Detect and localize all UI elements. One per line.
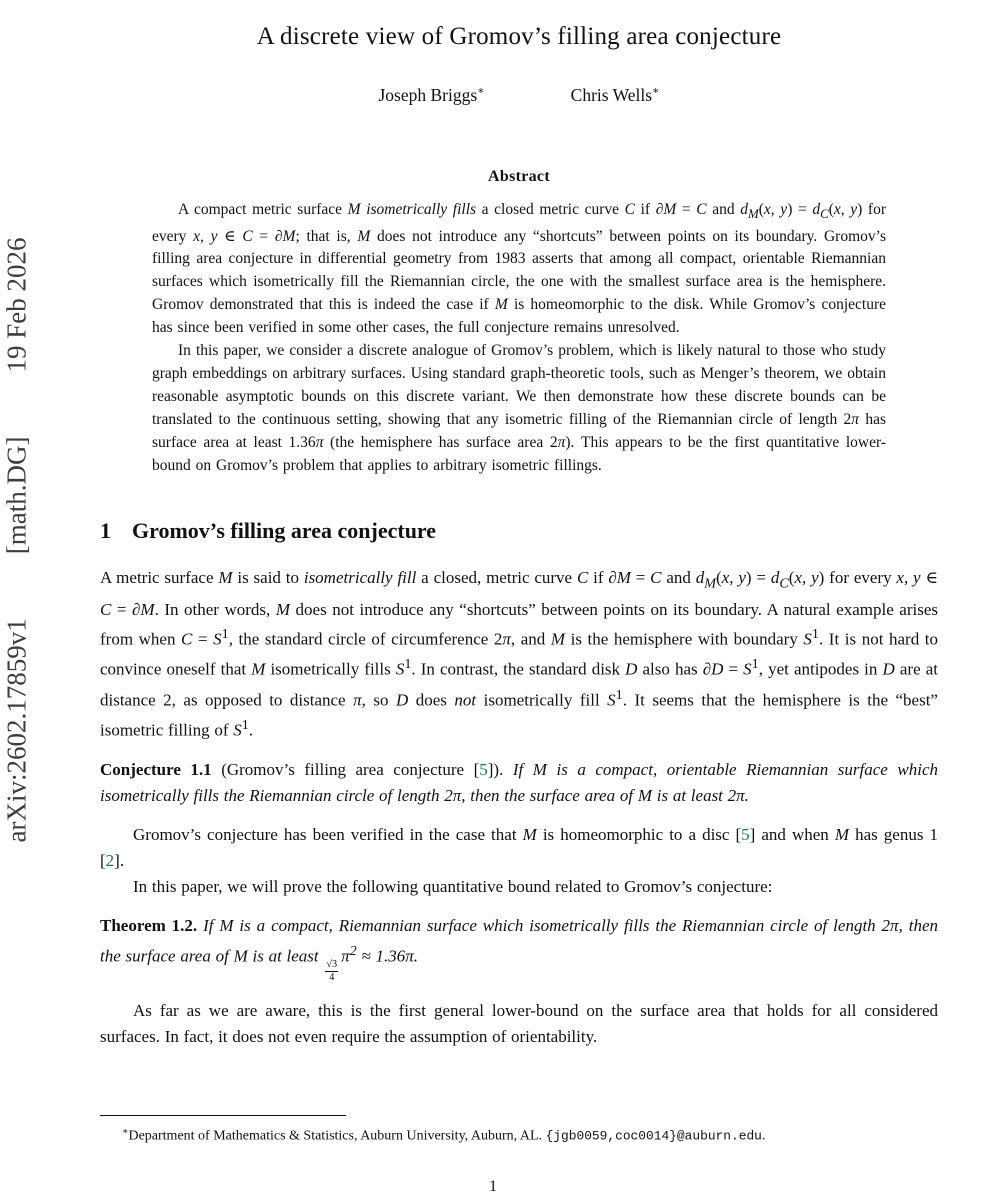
citation-5[interactable]: 5 bbox=[479, 760, 488, 780]
body-paragraph-2: Gromov’s conjecture has been verified in the case that M is homeomorphic to a disc [5] and when M has genus 1 [2]. bbox=[100, 825, 939, 870]
author-2 bbox=[571, 84, 660, 106]
body-paragraph-4: As far as we are aware, this is the first general lower-bound on the surface area that holds for all considered surfaces. In fact, it does not even require the assumption of orientability. bbox=[100, 1001, 938, 1047]
theorem-block: Theorem 1.2. If M is a compact, Riemannian surface which isometrically fills the Riemannian circle of length 2π, then the surface area of M is at least $\frac{√3}{4}$ $\pi^2 \approx 1.36\pi$. bbox=[100, 916, 938, 984]
paper-content bbox=[100, 0, 938, 1050]
conjecture-block: Conjecture 1.1 (Gromov’s filling area conjecture [5]). If M is a compact, orientable Riemannian surface which isometrically fills the Riemannian circle of length 2π, then the surface area of M is at least 2π. bbox=[100, 760, 938, 805]
citation-2[interactable]: 2 bbox=[105, 850, 115, 870]
footnote-rule bbox=[100, 1115, 346, 1116]
section-number: 1 bbox=[100, 517, 111, 543]
abstract-paragraph-1: A compact metric surface M isometrically fills a closed metric curve C if ∂M = C and $d_M(x$, $y) = d_C(x$, y) for every x, y ∈ C = ∂M; that is, M does not introduce any “shortcuts” between points on its boundary. Gromov’s filling area conjecture in differential geometry from 1983 asserts that among all compact, orientable Riemannian surfaces which isometrically fill the Riemannian circle, the one with the smallest surface area is the hemisphere. Gromov demonstrated that this is indeed the case if M is homeomorphic to the disk. While Gromov’s conjecture has since been verified in some other cases, the full conjecture remains unresolved. bbox=[152, 200, 887, 337]
author-2-name: Chris Wells bbox=[570, 84, 653, 105]
footnote-area bbox=[100, 1115, 938, 1146]
author-1-name: Joseph Briggs bbox=[378, 84, 478, 105]
arxiv-id: arXiv:2602.17859v1 bbox=[1, 618, 32, 843]
arxiv-date: 19 Feb 2026 bbox=[1, 237, 32, 373]
arxiv-category: [math.DG] bbox=[1, 436, 32, 555]
body-paragraph-3: In this paper, we will prove the following quantitative bound related to Gromov’s conjecture: bbox=[133, 876, 773, 896]
abstract-heading: Abstract bbox=[488, 167, 550, 185]
abstract-section bbox=[100, 168, 938, 478]
body-paragraph-1: A metric surface M is said to isometrically fill a closed, metric curve C if ∂M = C and $d_M(x$, $y) = d_C(x$, y) for every x, y ∈ C = ∂M. In other words, M does not introduce any “shortcuts” between points on its boundary. A natural example arises from when $C = S^1$, the standard circle of circumference 2π, and M is the hemisphere with boundary $S^1$. It is not hard to convince oneself that M isometrically fills $S^1$. In contrast, the standard disk D also has $\partial D = S^1$, yet antipodes in D are at distance 2, as opposed to distance π, so D does not isometrically fill $S^1$. It seems that the hemisphere is the “best” isometric filling of $S^1$. bbox=[100, 567, 939, 740]
citation-5[interactable]: 5 bbox=[741, 825, 750, 845]
author-1 bbox=[378, 84, 484, 106]
footnote-text: ∗Department of Mathematics & Statistics, Auburn University, Auburn, AL. {jgb0059,coc0014}@auburn.edu. bbox=[122, 1127, 766, 1144]
author-line bbox=[100, 84, 938, 106]
author-1-footnote-mark: ∗ bbox=[477, 84, 485, 97]
page-number: 1 bbox=[489, 1178, 497, 1195]
author-2-footnote-mark: ∗ bbox=[652, 84, 660, 97]
abstract-paragraph-2: In this paper, we consider a discrete analogue of Gromov’s problem, which is likely natural to those who study graph embeddings on arbitrary surfaces. Using standard graph-theoretic tools, such as Menger’s theorem, we obtain reasonable asymptotic bounds on this discrete variant. We then demonstrate how these discrete bounds can be translated to the continuous setting, showing that any isometric filling of the Riemannian circle of length 2π has surface area at least 1.36π (the hemisphere has surface area 2π). This appears to be the first quantitative lower-bound on Gromov’s problem that applies to arbitrary isometric fillings. bbox=[152, 342, 886, 474]
section-title: Gromov’s filling area conjecture bbox=[132, 517, 437, 543]
section-heading bbox=[100, 518, 938, 544]
arxiv-watermark bbox=[2, 238, 33, 843]
paper-title: A discrete view of Gromov’s filling area conjecture bbox=[256, 22, 782, 50]
